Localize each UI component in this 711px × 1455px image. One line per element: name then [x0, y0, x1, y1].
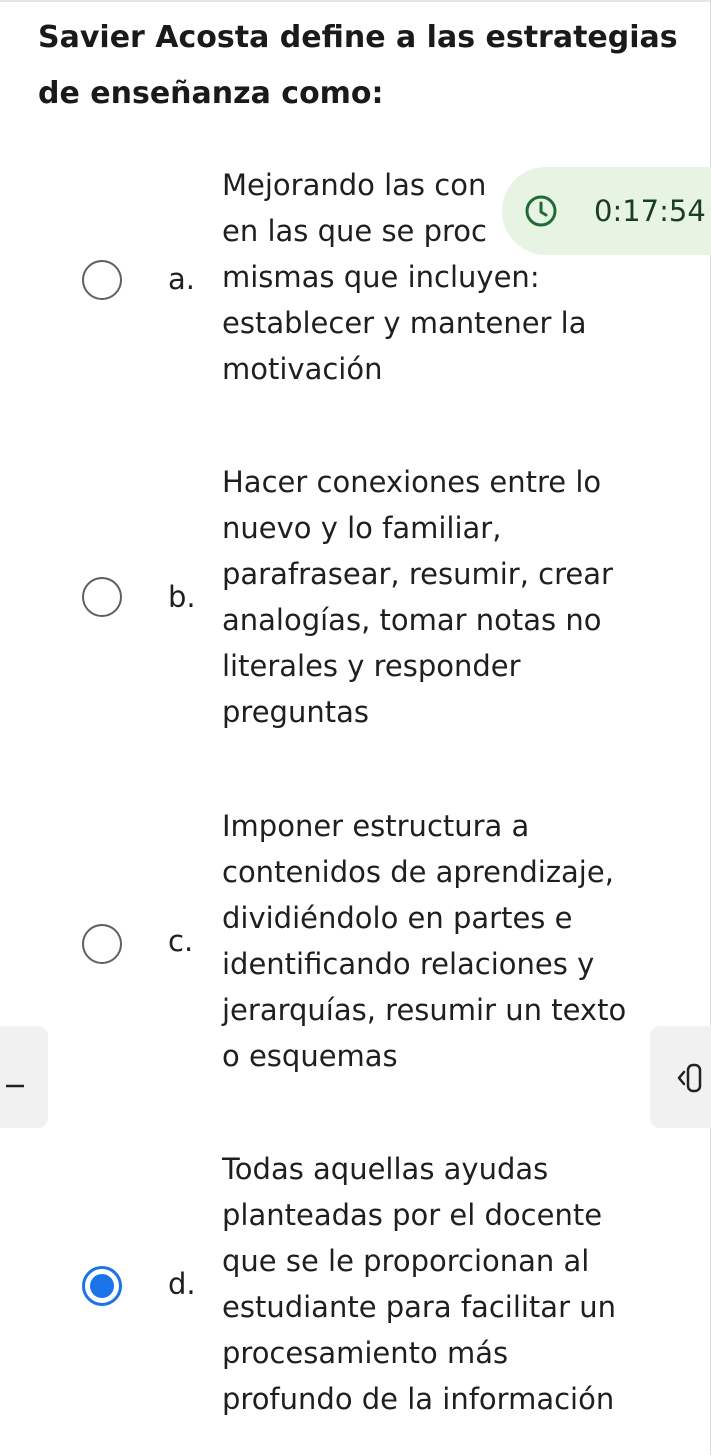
option-line: dividiéndolo en partes e [222, 901, 573, 935]
option-line: Mejorando las con [222, 168, 487, 202]
next-question-button[interactable] [650, 1026, 711, 1128]
option-line: motivación [222, 352, 383, 386]
option-line: planteadas por el docente [222, 1198, 603, 1232]
option-line: establecer y mantener la [222, 306, 587, 340]
option-d-text [222, 1146, 662, 1422]
option-line: Hacer conexiones entre lo [222, 465, 602, 499]
timer-badge [502, 167, 711, 255]
option-b-text [222, 459, 662, 735]
option-letter: d. [168, 1267, 196, 1301]
option-line: jerarquías, resumir un texto [222, 993, 627, 1027]
option-line: que se le proporcionan al [222, 1244, 590, 1278]
clock-icon [524, 194, 558, 228]
question-text: Savier Acosta define a las estrategias de enseñanza como: [38, 20, 678, 111]
option-line: identificando relaciones y [222, 947, 595, 981]
option-line: Imponer estructura a [222, 809, 530, 843]
previous-arrow-icon [2, 1060, 28, 1090]
option-line: contenidos de aprendizaje, [222, 855, 614, 889]
option-line: parafrasear, resumir, crear [222, 557, 613, 591]
radio-button-b[interactable] [82, 577, 122, 617]
radio-button-c[interactable] [82, 924, 122, 964]
option-line: analogías, tomar notas no [222, 603, 602, 637]
option-letter: c. [168, 924, 194, 958]
option-line: en las que se proc [222, 214, 487, 248]
option-letter: a. [168, 262, 195, 296]
next-arrow-icon [676, 1062, 711, 1094]
radio-button-a[interactable] [82, 260, 122, 300]
option-c-text [222, 803, 662, 1079]
option-line: mismas que incluyen: [222, 260, 540, 294]
option-line: nuevo y lo familiar, [222, 511, 502, 545]
option-line: o esquemas [222, 1039, 398, 1073]
option-letter: b. [168, 580, 196, 614]
option-line: estudiante para facilitar un [222, 1290, 616, 1324]
radio-button-d[interactable] [82, 1266, 122, 1306]
top-divider [0, 0, 711, 2]
option-line: preguntas [222, 695, 369, 729]
option-line: profundo de la información [222, 1382, 615, 1416]
previous-question-button[interactable] [0, 1026, 48, 1128]
timer-value: 0:17:54 [594, 194, 706, 228]
option-line: procesamiento más [222, 1336, 509, 1370]
option-line: literales y responder [222, 649, 521, 683]
option-line: Todas aquellas ayudas [222, 1152, 549, 1186]
